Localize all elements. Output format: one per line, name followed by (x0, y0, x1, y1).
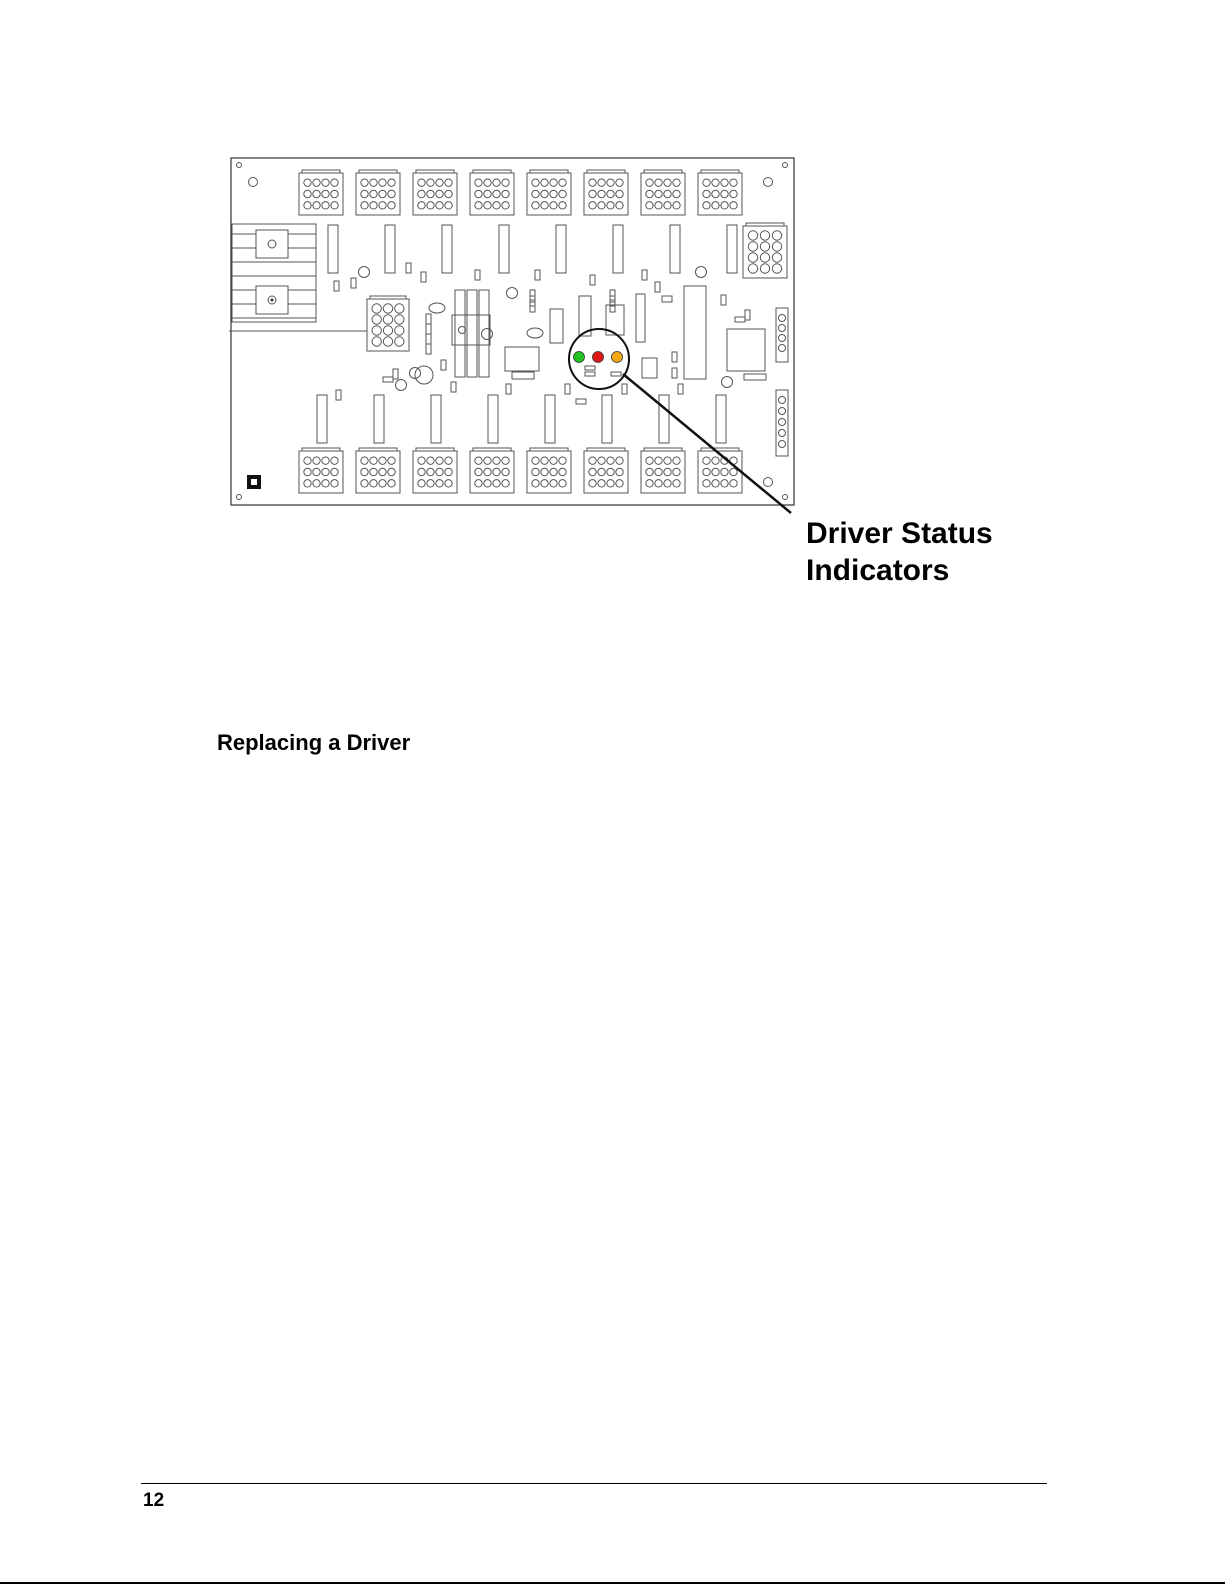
status-led-green (574, 352, 585, 363)
board-logo-icon (247, 475, 261, 489)
section-heading: Replacing a Driver (217, 730, 411, 755)
footer-rule (141, 1483, 1047, 1484)
page-bottom-rule (0, 1582, 1225, 1584)
circuit-board (229, 158, 794, 505)
status-led-amber (612, 352, 623, 363)
page-number: 12 (143, 1490, 165, 1511)
callout-label-line-1: Driver Status (806, 517, 993, 550)
callout-label-line-2: Indicators (806, 554, 950, 587)
driver-board-diagram (0, 0, 1225, 620)
driver-status-indicators-label (806, 515, 993, 589)
status-led-red (593, 352, 604, 363)
